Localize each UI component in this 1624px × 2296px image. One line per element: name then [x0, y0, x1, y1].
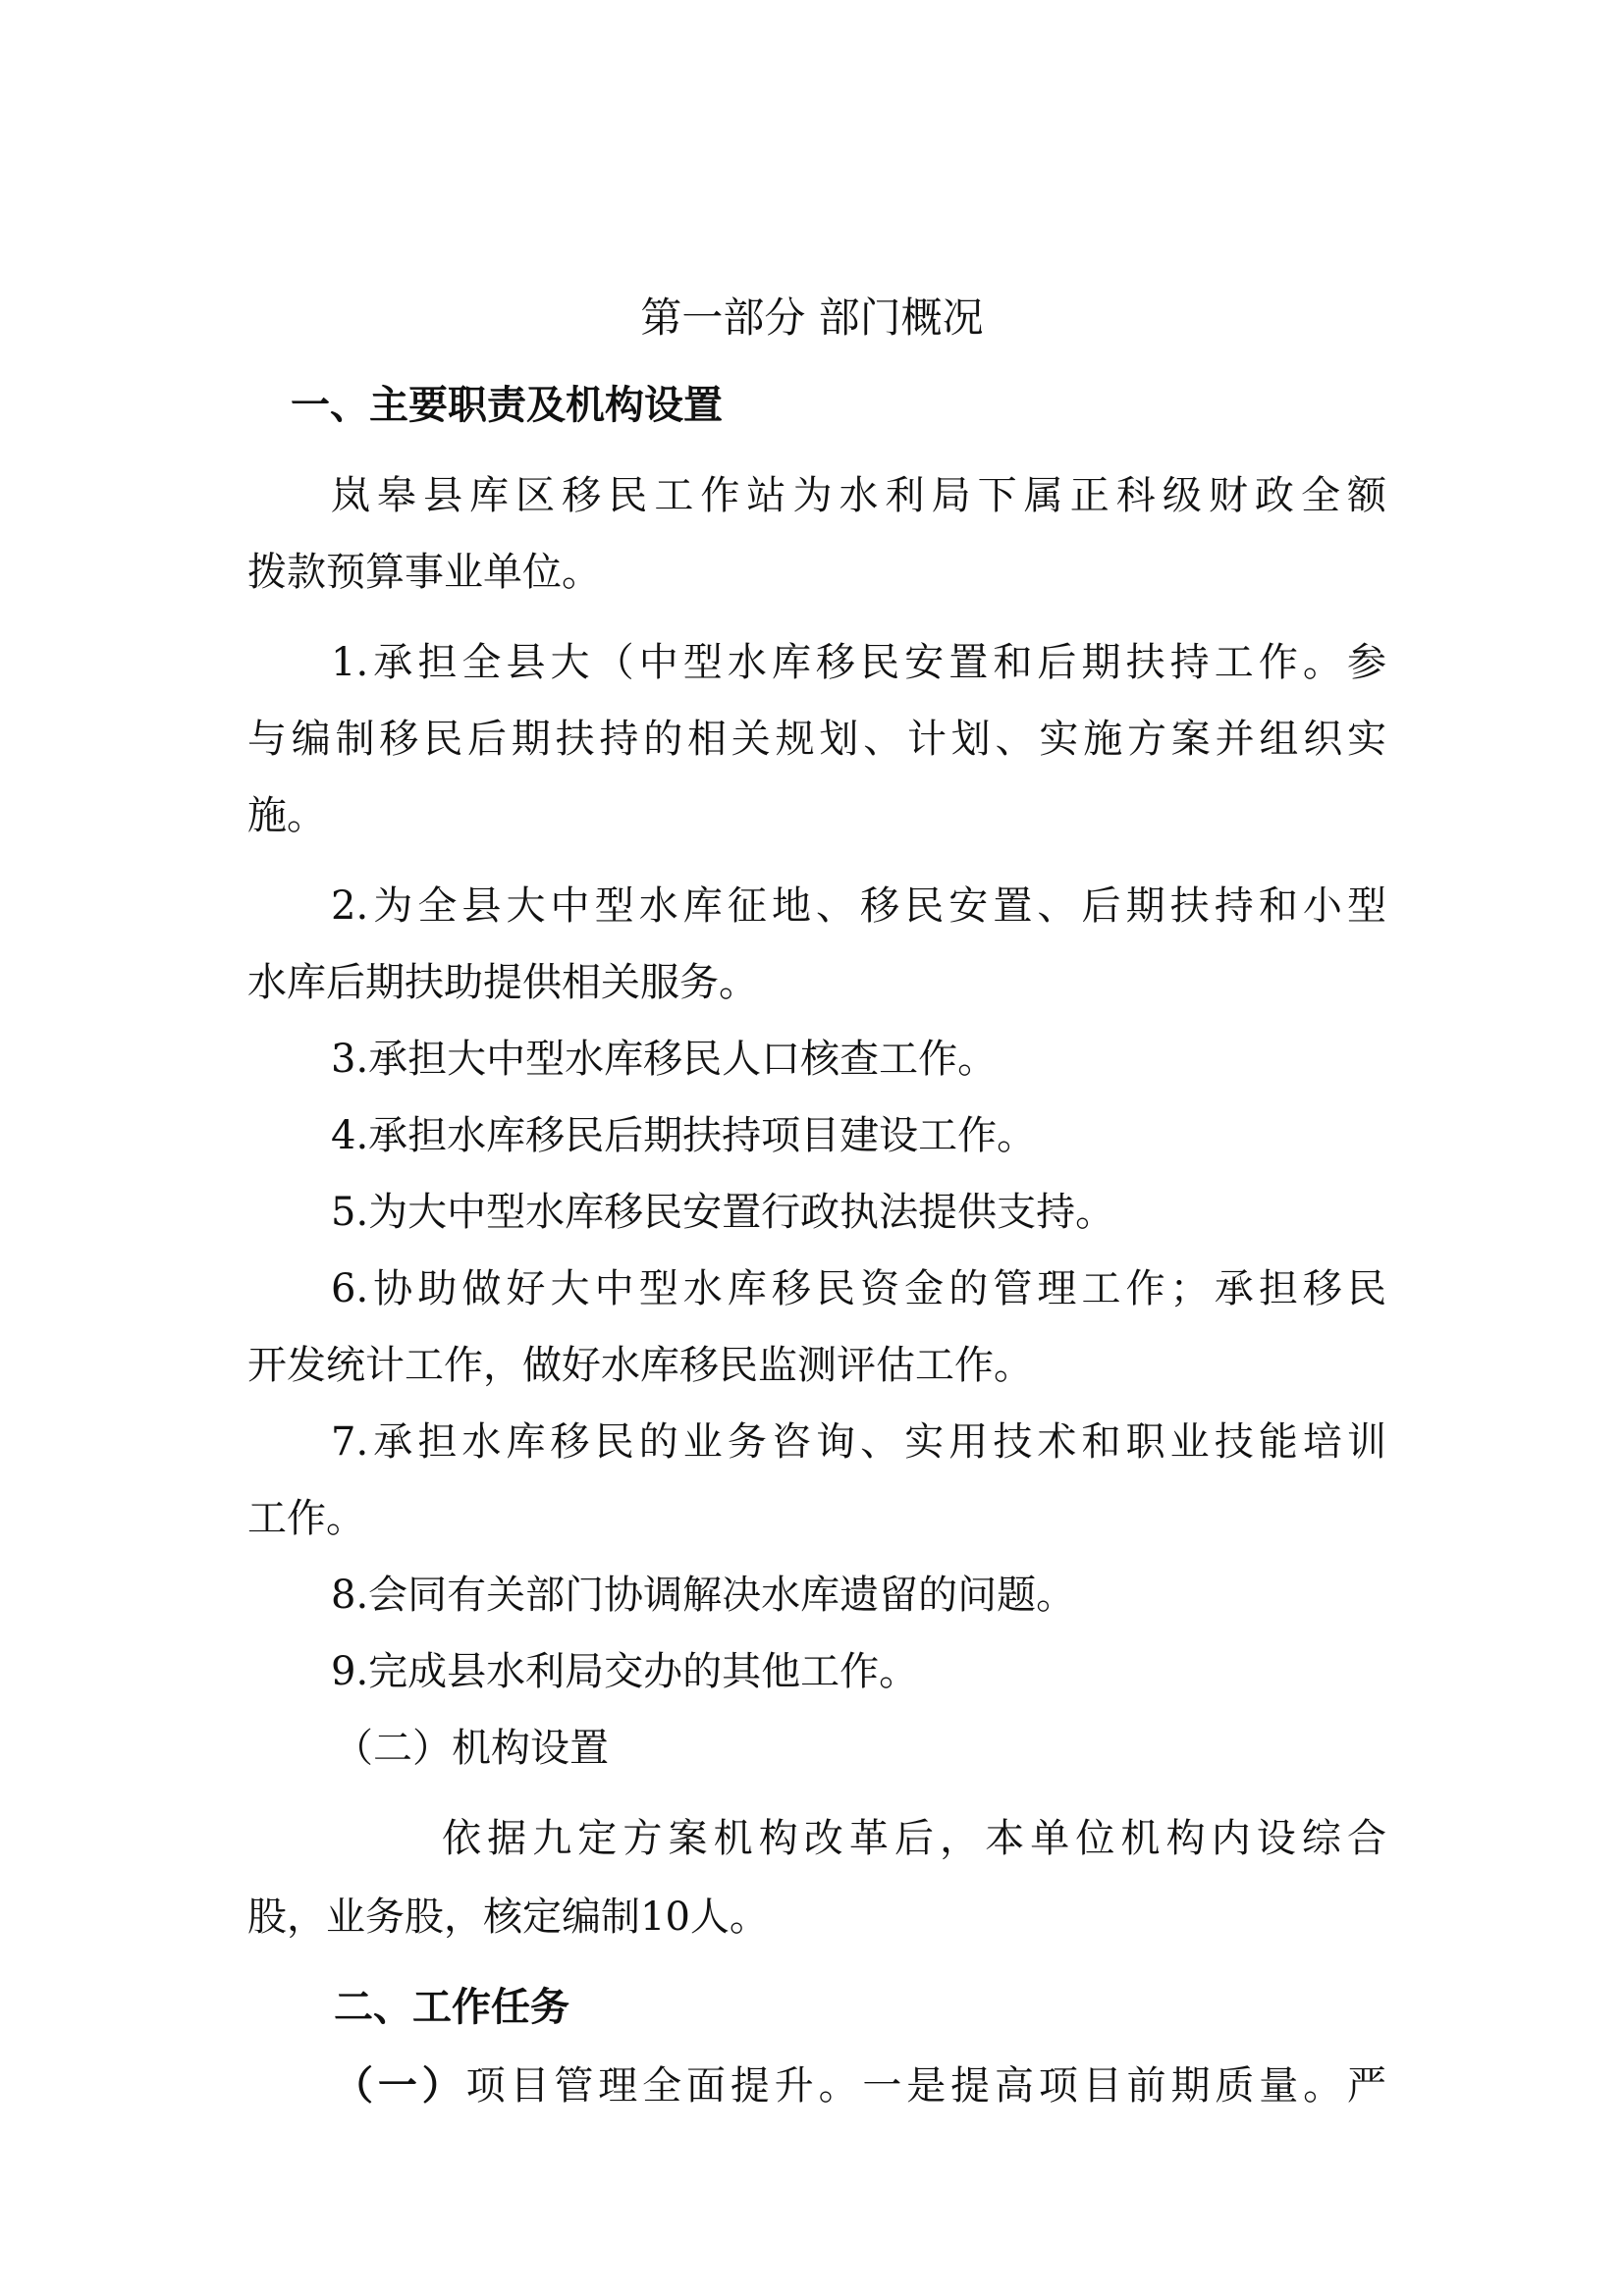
duty-item-1-continuation: 与编制移民后期扶持的相关规划、计划、实施方案并组织实 [247, 717, 1386, 762]
duty-item-1: 1.承担全县大（中型水库移民安置和后期扶持工作。参 [331, 640, 1386, 685]
intro-paragraph-line: 岚皋县库区移民工作站为水利局下属正科级财政全额 [331, 473, 1386, 518]
duty-item-2: 2.为全县大中型水库征地、移民安置、后期扶持和小型 [331, 883, 1386, 929]
duty-item-9: 9.完成县水利局交办的其他工作。 [331, 1649, 919, 1694]
section-heading-2: 二、工作任务 [334, 1985, 569, 2030]
duty-item-8: 8.会同有关部门协调解决水库遗留的问题。 [331, 1573, 1076, 1618]
duty-item-3: 3.承担大中型水库移民人口核查工作。 [331, 1037, 998, 1082]
duty-item-7: 7.承担水库移民的业务咨询、实用技术和职业技能培训 [331, 1419, 1386, 1465]
org-paragraph-line: 依据九定方案机构改革后，本单位机构内设综合 [442, 1816, 1386, 1861]
duty-item-2-continuation: 水库后期扶助提供相关服务。 [247, 960, 758, 1005]
intro-paragraph-line: 拨款预算事业单位。 [247, 550, 601, 595]
org-subheading: （二）机构设置 [334, 1726, 609, 1771]
task-item-1 [334, 2058, 1386, 2113]
duty-item-6: 6.协助做好大中型水库移民资金的管理工作；承担移民 [331, 1266, 1386, 1311]
duty-item-5: 5.为大中型水库移民安置行政执法提供支持。 [331, 1190, 1115, 1235]
duty-item-7-continuation: 工作。 [247, 1496, 365, 1541]
task-item-1-text: 项目管理全面提升。一是提高项目前期质量。严 [465, 2063, 1387, 2109]
task-item-1-label: （一） [334, 2063, 466, 2109]
duty-item-6-continuation: 开发统计工作，做好水库移民监测评估工作。 [247, 1343, 1033, 1388]
duty-item-4: 4.承担水库移民后期扶持项目建设工作。 [331, 1113, 1037, 1158]
page-title: 第一部分 部门概况 [640, 294, 984, 342]
section-heading-1: 一、主要职责及机构设置 [291, 383, 723, 428]
duty-item-1-continuation: 施。 [247, 793, 326, 838]
org-paragraph-line: 股，业务股，核定编制10人。 [247, 1895, 769, 1940]
